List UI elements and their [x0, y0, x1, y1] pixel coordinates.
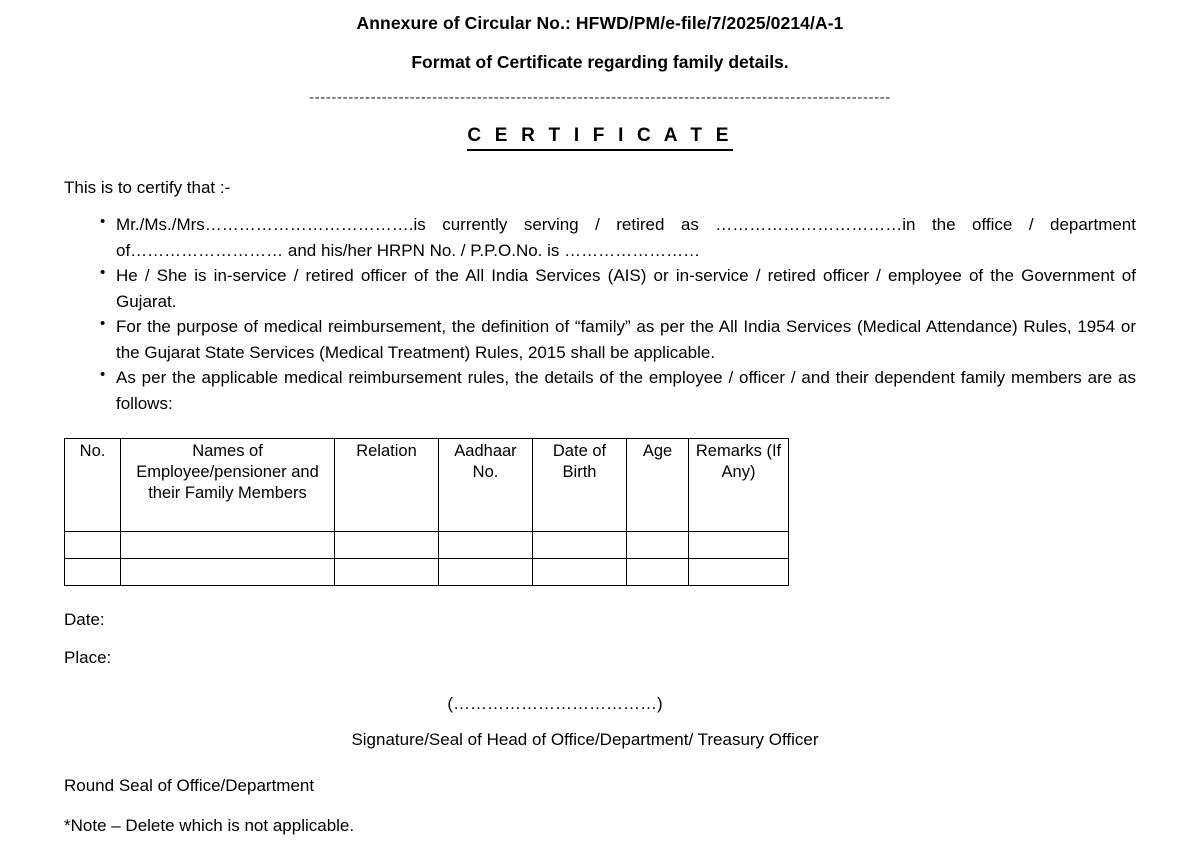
cell-remarks[interactable]	[689, 559, 789, 586]
column-header-aadhaar-no: Aadhaar No.	[439, 439, 533, 532]
date-field-label: Date:	[64, 610, 105, 630]
cell-date-of-birth[interactable]	[533, 532, 627, 559]
clause-4-text: As per the applicable medical reimbursement rules, the details of the employee / officer / and their dependent family members are as follows:	[116, 368, 1136, 413]
footnote: *Note – Delete which is not applicable.	[64, 816, 355, 836]
family-details-table	[64, 438, 789, 586]
cell-aadhaar-no[interactable]	[439, 559, 533, 586]
signature-placeholder: (………………………………)	[447, 694, 663, 714]
certificate-clause-list	[64, 212, 1136, 416]
family-details-table-wrapper	[64, 438, 1136, 586]
column-header-names: Names of Employee/pensioner and their Family Members	[121, 439, 335, 532]
place-field-label: Place:	[64, 648, 112, 668]
cell-no[interactable]	[65, 532, 121, 559]
table-row	[65, 559, 789, 586]
intro-line: This is to certify that :-	[64, 178, 231, 197]
document-title: Annexure of Circular No.: HFWD/PM/e-file/7/2025/0214/A-1	[356, 13, 844, 33]
cell-age[interactable]	[627, 532, 689, 559]
table-header-row	[65, 439, 789, 532]
clause-1-line-2: office / department of……………………… and his/her HRPN No. / P.P.O.No. is ……………………	[116, 215, 1136, 260]
column-header-age: Age	[627, 439, 689, 532]
cell-date-of-birth[interactable]	[533, 559, 627, 586]
list-item	[100, 314, 1136, 365]
column-header-remarks: Remarks (If Any)	[689, 439, 789, 532]
column-header-date-of-birth: Date of Birth	[533, 439, 627, 532]
column-header-relation: Relation	[335, 439, 439, 532]
signature-caption: Signature/Seal of Head of Office/Department/ Treasury Officer	[351, 730, 819, 750]
round-seal-label: Round Seal of Office/Department	[64, 776, 315, 796]
cell-remarks[interactable]	[689, 532, 789, 559]
clause-3-text: For the purpose of medical reimbursement, the definition of “family” as per the All India Services (Medical Attendance) Rules, 1954 or the Gujarat State Services (Medical Treatment) Rules, 2015 shall be applicable.	[116, 317, 1136, 362]
cell-name[interactable]	[121, 559, 335, 586]
clause-1-line-1: Mr./Ms./Mrs……………………………….is currently serving / retired as ……………………………in the	[116, 215, 956, 235]
cell-relation[interactable]	[335, 532, 439, 559]
column-header-no: No.	[65, 439, 121, 532]
list-item	[100, 365, 1136, 416]
certificate-heading-text: C E R T I F I C A T E	[467, 125, 732, 151]
table-row	[65, 532, 789, 559]
certificate-heading	[64, 111, 1136, 151]
cell-age[interactable]	[627, 559, 689, 586]
list-item	[100, 212, 1136, 263]
cell-relation[interactable]	[335, 559, 439, 586]
dashed-divider	[64, 73, 1136, 111]
document-subtitle: Format of Certificate regarding family details.	[411, 52, 789, 72]
dashed-divider-text: --------------------------------------------------------------------------------------------------------	[309, 89, 891, 106]
cell-no[interactable]	[65, 559, 121, 586]
cell-aadhaar-no[interactable]	[439, 532, 533, 559]
list-item	[100, 263, 1136, 314]
cell-name[interactable]	[121, 532, 335, 559]
clause-2-text: He / She is in-service / retired officer of the All India Services (AIS) or in-service / retired officer / employee of the Government of Gujarat.	[116, 266, 1136, 311]
